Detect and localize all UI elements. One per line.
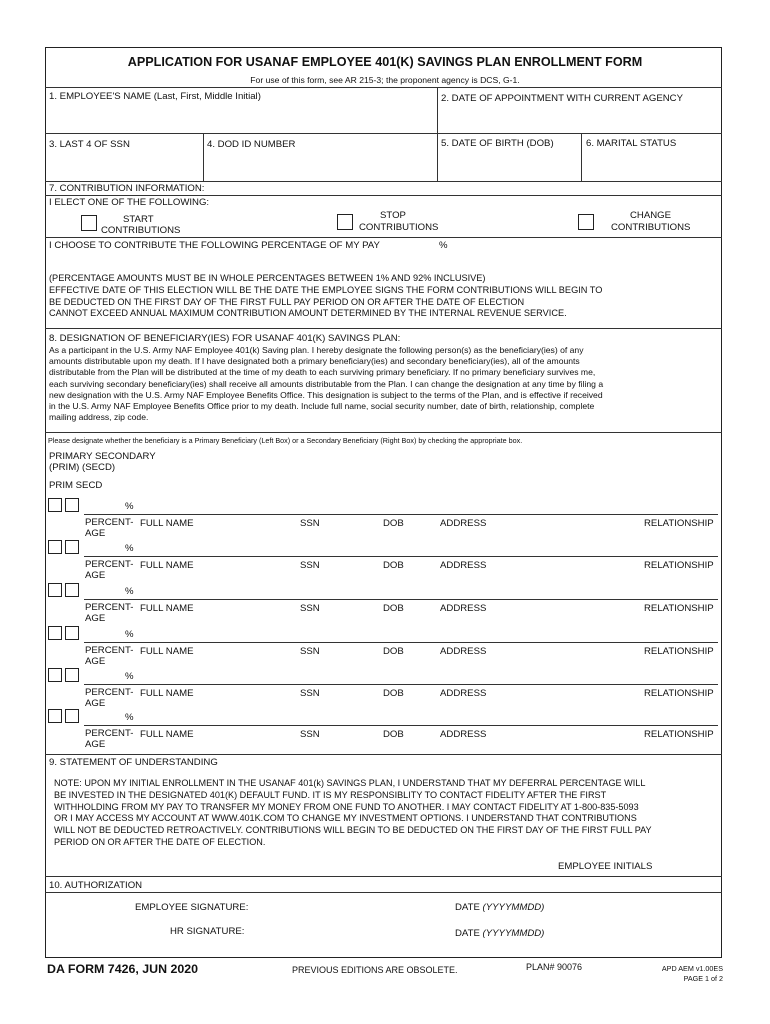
address-label: ADDRESS: [440, 603, 487, 614]
beneficiary-text-line: each surviving secondary beneficiary(ies) shall receive all amounts distributable from the Plan. I can change the designation at any time by filing a: [49, 378, 604, 389]
beneficiary-text-line: mailing address, zip code.: [49, 412, 149, 423]
prim-secd-label: PRIM SECD: [49, 480, 103, 491]
percentage-label-age: AGE: [85, 613, 106, 624]
relationship-label: RELATIONSHIP: [644, 729, 714, 740]
beneficiary-info-input[interactable]: [140, 626, 718, 641]
change-label-line2: CONTRIBUTIONS: [611, 222, 691, 233]
beneficiary-info-input[interactable]: [140, 668, 718, 683]
dob-label: DOB: [383, 646, 404, 657]
percentage-label-age: AGE: [85, 739, 106, 750]
rule: [45, 181, 722, 182]
relationship-label: RELATIONSHIP: [644, 518, 714, 529]
percentage-input[interactable]: [84, 626, 122, 641]
contribution-note: EFFECTIVE DATE OF THIS ELECTION WILL BE THE DATE THE EMPLOYEE SIGNS THE FORM CONTRIBUTIONS WILL BEGIN TO: [49, 284, 603, 295]
percent-sign: %: [125, 586, 134, 597]
primary-checkbox[interactable]: [48, 498, 62, 512]
address-label: ADDRESS: [440, 688, 487, 699]
percentage-label: PERCENT-: [85, 517, 134, 528]
rule: [203, 133, 204, 181]
appointment-date-field[interactable]: [441, 106, 718, 132]
start-label-line1: START: [123, 214, 154, 225]
date-format: (YYYYMMDD): [482, 928, 545, 939]
understanding-header: 9. STATEMENT OF UNDERSTANDING: [49, 757, 218, 768]
contribution-note: BE DEDUCTED ON THE FIRST DAY OF THE FIRST FULL PAY PERIOD ON OR AFTER THE DATE OF ELECTION: [49, 296, 525, 307]
ssn-label: SSN: [300, 729, 320, 740]
understanding-text: [54, 778, 652, 849]
secondary-checkbox[interactable]: [65, 668, 79, 682]
beneficiary-text: [49, 345, 603, 423]
employee-name-label: 1. EMPLOYEE'S NAME (Last, First, Middle Initial): [49, 91, 261, 102]
plan-number: PLAN# 90076: [526, 962, 583, 972]
primary-secondary-label: PRIMARY SECONDARY: [49, 451, 156, 462]
rule: [45, 892, 722, 893]
relationship-label: RELATIONSHIP: [644, 603, 714, 614]
stop-label-line2: CONTRIBUTIONS: [359, 222, 439, 233]
employee-name-field[interactable]: [49, 104, 433, 132]
employee-date-field[interactable]: [555, 896, 715, 914]
hr-signature-field[interactable]: [262, 920, 442, 938]
contribution-percent-input[interactable]: [400, 238, 436, 251]
contribute-percentage-label: I CHOOSE TO CONTRIBUTE THE FOLLOWING PERCENTAGE OF MY PAY: [49, 240, 380, 251]
employee-initials-label: EMPLOYEE INITIALS: [558, 861, 653, 872]
page-number: PAGE 1 of 2: [683, 974, 723, 983]
rule: [45, 237, 722, 238]
ssn-label: SSN: [300, 603, 320, 614]
address-label: ADDRESS: [440, 518, 487, 529]
percentage-input[interactable]: [84, 540, 122, 555]
marital-status-label: 6. MARITAL STATUS: [586, 138, 677, 149]
secondary-checkbox[interactable]: [65, 709, 79, 723]
beneficiary-info-input[interactable]: [140, 540, 718, 555]
employee-signature-field[interactable]: [262, 896, 442, 914]
hr-date-field[interactable]: [555, 922, 715, 940]
ssn-last4-field[interactable]: [49, 152, 199, 178]
beneficiary-text-line: distributable from the Plan will be distributed at the time of my death to each surviving primary beneficiary. If no primary beneficiary survives me,: [49, 367, 596, 378]
rule: [84, 642, 718, 643]
percent-sign: %: [125, 712, 134, 723]
change-contributions-checkbox[interactable]: [578, 214, 594, 230]
full-name-label: FULL NAME: [140, 603, 194, 614]
form-title: APPLICATION FOR USANAF EMPLOYEE 401(K) SAVINGS PLAN ENROLLMENT FORM: [127, 55, 643, 69]
dob-label: DOB: [383, 518, 404, 529]
form-number: DA FORM 7426, JUN 2020: [47, 962, 199, 976]
rule: [45, 754, 722, 755]
rule: [45, 876, 722, 877]
dod-id-field[interactable]: [207, 152, 433, 178]
beneficiary-text-line: new designation with the U.S. Army NAF Employee Benefits Office. This designation is subject to the terms of the Plan, and is effective if received: [49, 389, 603, 400]
primary-checkbox[interactable]: [48, 626, 62, 640]
percentage-input[interactable]: [84, 498, 122, 513]
percentage-label: PERCENT-: [85, 645, 134, 656]
stop-label-line1: STOP: [380, 210, 406, 221]
contribution-notes: [49, 273, 602, 320]
ssn-label: SSN: [300, 688, 320, 699]
beneficiary-text-line: As a participant in the U.S. Army NAF Employee 401(k) Saving plan. I hereby designate the following person(s) as the beneficiary(ies) of any: [49, 345, 584, 355]
full-name-label: FULL NAME: [140, 729, 194, 740]
percentage-input[interactable]: [84, 709, 122, 724]
contribution-header: 7. CONTRIBUTION INFORMATION:: [49, 183, 205, 194]
contribution-note: CANNOT EXCEED ANNUAL MAXIMUM CONTRIBUTION AMOUNT DETERMINED BY THE INTERNAL REVENUE SERVICE.: [49, 308, 567, 319]
contribution-note: (PERCENTAGE AMOUNTS MUST BE IN WHOLE PERCENTAGES BETWEEN 1% AND 92% INCLUSIVE): [49, 273, 486, 283]
dob-field[interactable]: [441, 152, 577, 178]
employee-date-label: [455, 902, 544, 913]
primary-checkbox[interactable]: [48, 540, 62, 554]
hr-date-label: [455, 928, 544, 939]
beneficiary-text-line: in the U.S. Army NAF Employee Benefits Office prior to my death. Include full name, social security number, date of birth, relationship, complete: [49, 401, 595, 412]
change-label-line1: CHANGE: [630, 210, 672, 221]
relationship-label: RELATIONSHIP: [644, 646, 714, 657]
relationship-label: RELATIONSHIP: [644, 560, 714, 571]
understanding-text-line: OR I MAY ACCESS MY ACCOUNT AT WWW.401K.COM TO CHANGE MY INVESTMENT OPTIONS. I UNDERSTAND THAT CONTRIBUTIONS: [54, 813, 637, 824]
authorization-header: 10. AUTHORIZATION: [49, 880, 143, 891]
rule: [45, 133, 722, 134]
full-name-label: FULL NAME: [140, 646, 194, 657]
employee-signature-label: EMPLOYEE SIGNATURE:: [135, 902, 249, 913]
primary-checkbox[interactable]: [48, 583, 62, 597]
percentage-label-age: AGE: [85, 528, 106, 539]
understanding-text-line: BE INVESTED IN THE DESIGNATED 401(K) DEFAULT FUND. IT IS MY RESPONSIBLITY TO CONTACT FIDELITY AFTER THE FIRST: [54, 789, 607, 800]
rule: [45, 328, 722, 329]
primary-checkbox[interactable]: [48, 668, 62, 682]
full-name-label: FULL NAME: [140, 518, 194, 529]
date-format: (YYYYMMDD): [482, 902, 545, 913]
dob-label: 5. DATE OF BIRTH (DOB): [441, 138, 554, 149]
stop-contributions-checkbox[interactable]: [337, 214, 353, 230]
start-label-line2: CONTRIBUTIONS: [101, 225, 181, 236]
form-subtitle: For use of this form, see AR 215-3; the proponent agency is DCS, G-1.: [250, 75, 520, 85]
obsolete-notice: PREVIOUS EDITIONS ARE OBSOLETE.: [292, 965, 458, 975]
secondary-checkbox[interactable]: [65, 498, 79, 512]
rule: [581, 133, 582, 181]
address-label: ADDRESS: [440, 729, 487, 740]
address-label: ADDRESS: [440, 646, 487, 657]
dob-label: DOB: [383, 560, 404, 571]
percent-sign: %: [125, 543, 134, 554]
percent-sign: %: [125, 629, 134, 640]
rule: [84, 599, 718, 600]
percentage-label-age: AGE: [85, 656, 106, 667]
rule: [437, 87, 438, 181]
beneficiary-info-input[interactable]: [140, 498, 718, 513]
secondary-checkbox[interactable]: [65, 583, 79, 597]
percentage-label-age: AGE: [85, 698, 106, 709]
dob-label: DOB: [383, 603, 404, 614]
start-contributions-checkbox[interactable]: [81, 215, 97, 231]
marital-status-field[interactable]: [586, 152, 718, 178]
percentage-input[interactable]: [84, 668, 122, 683]
full-name-label: FULL NAME: [140, 560, 194, 571]
rule: [45, 432, 722, 433]
ssn-last4-label: 3. LAST 4 OF SSN: [49, 139, 130, 150]
dob-label: DOB: [383, 729, 404, 740]
understanding-text-line: PERIOD ON OR AFTER THE DATE OF ELECTION.: [54, 836, 266, 847]
percentage-label: PERCENT-: [85, 602, 134, 613]
date-label: DATE: [455, 902, 480, 913]
percent-sign: %: [439, 240, 448, 251]
understanding-text-line: NOTE: UPON MY INITIAL ENROLLMENT IN THE USANAF 401(k) SAVINGS PLAN, I UNDERSTAND THAT MY DEFERRAL PERCENTAGE WILL: [54, 778, 646, 788]
date-label: DATE: [455, 928, 480, 939]
rule: [84, 725, 718, 726]
relationship-label: RELATIONSHIP: [644, 688, 714, 699]
beneficiary-header: 8. DESIGNATION OF BENEFICIARY(IES) FOR USANAF 401(K) SAVINGS PLAN:: [49, 333, 401, 344]
understanding-text-line: WITHHOLDING FROM MY PAY TO TRANSFER MY MONEY FROM ONE FUND TO ANOTHER. I MAY CONTACT FIDELITY AT 1-800-835-5093: [54, 801, 639, 812]
primary-checkbox[interactable]: [48, 709, 62, 723]
rule: [84, 684, 718, 685]
rule: [84, 556, 718, 557]
rule: [84, 514, 718, 515]
percentage-input[interactable]: [84, 583, 122, 598]
percentage-label-age: AGE: [85, 570, 106, 581]
percentage-label: PERCENT-: [85, 559, 134, 570]
dob-label: DOB: [383, 688, 404, 699]
percentage-label: PERCENT-: [85, 728, 134, 739]
dod-id-label: 4. DOD ID NUMBER: [207, 139, 296, 150]
secondary-checkbox[interactable]: [65, 540, 79, 554]
beneficiary-text-line: amounts distributable upon my death. If I have designated both a primary beneficiary(ies) and secondary beneficiary(ies), all of the amounts: [49, 356, 580, 367]
rule: [45, 195, 722, 196]
ssn-label: SSN: [300, 518, 320, 529]
ssn-label: SSN: [300, 646, 320, 657]
form-version: APD AEM v1.00ES: [661, 964, 723, 973]
percentage-label: PERCENT-: [85, 687, 134, 698]
employee-initials-field[interactable]: [460, 858, 556, 874]
beneficiary-info-input[interactable]: [140, 583, 718, 598]
beneficiary-instruction: Please designate whether the beneficiary is a Primary Beneficiary (Left Box) or a Secondary Beneficiary (Right Box) by checking the appropriate box.: [48, 436, 523, 445]
beneficiary-info-input[interactable]: [140, 709, 718, 724]
rule: [45, 87, 722, 88]
ssn-label: SSN: [300, 560, 320, 571]
secondary-checkbox[interactable]: [65, 626, 79, 640]
elect-label: I ELECT ONE OF THE FOLLOWING:: [49, 197, 210, 208]
percent-sign: %: [125, 501, 134, 512]
address-label: ADDRESS: [440, 560, 487, 571]
appointment-date-label: 2. DATE OF APPOINTMENT WITH CURRENT AGENCY: [441, 93, 684, 104]
full-name-label: FULL NAME: [140, 688, 194, 699]
understanding-text-line: WILL NOT BE DEDUCTED RETROACTIVELY. CONTRIBUTIONS WILL BEGIN TO BE DEDUCTED ON THE FIRST DAY OF THE FIRST FULL PAY: [54, 825, 652, 836]
prim-secd-paren-label: (PRIM) (SECD): [49, 462, 116, 473]
percent-sign: %: [125, 671, 134, 682]
hr-signature-label: HR SIGNATURE:: [170, 926, 245, 937]
